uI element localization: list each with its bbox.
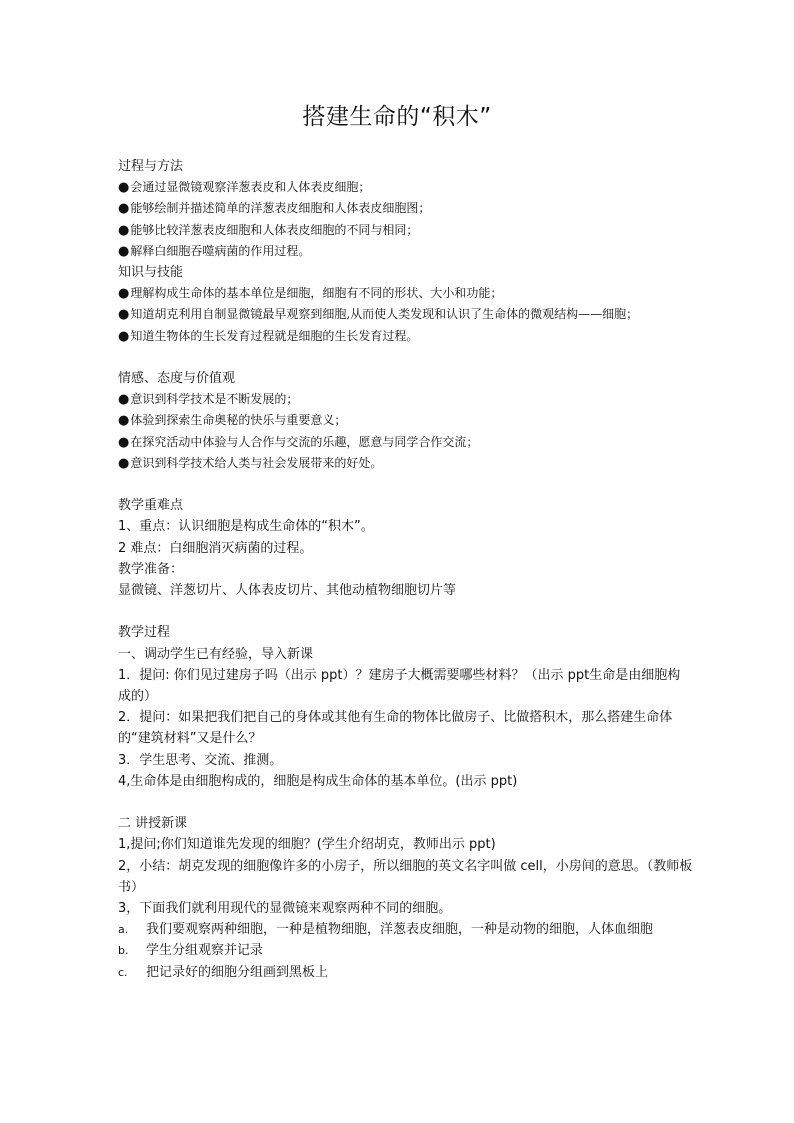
bullet-icon: ●	[118, 201, 130, 217]
prep-materials: 显微镜、洋葱切片、人体表皮切片、其他动植物细胞切片等	[118, 583, 457, 599]
list-item: ●体验到探索生命奥秘的快乐与重要意义；	[118, 413, 347, 429]
list-item: ●知道生物体的生长发育过程就是细胞的生长发育过程。	[118, 328, 419, 344]
bullet-icon: ●	[118, 392, 130, 408]
spacer	[118, 601, 693, 622]
list-item: ●会通过显微镜观察洋葱表皮和人体表皮细胞；	[118, 180, 371, 196]
list-marker: b.	[118, 944, 129, 958]
list-item: 2，小结：胡克发现的细胞像许多的小房子，所以细胞的英文名字叫做 cell，小房间的意思。（教师板书）	[118, 858, 693, 895]
part1-title: 一、调动学生已有经验，导入新课	[118, 646, 314, 662]
bullet-icon: ●	[118, 307, 130, 323]
list-item: ●在探究活动中体验与人合作与交流的乐趣，愿意与同学合作交流；	[118, 434, 479, 450]
list-item: ●能够比较洋葱表皮细胞和人体表皮细胞的不同与相同；	[118, 222, 419, 238]
list-item: ●能够绘制并描述简单的洋葱表皮细胞和人体表皮细胞图；	[118, 201, 431, 217]
spacer	[118, 792, 693, 813]
section-heading-process: 过程与方法	[118, 159, 184, 174]
list-item: 4,生命体是由细胞构成的，细胞是构成生命体的基本单位。(出示 ppt)	[118, 773, 518, 789]
list-item: ●知道胡克利用自制显微镜最早观察到细胞,从而使人类发现和认识了生命体的微观结构——细胞；	[118, 307, 639, 323]
bullet-icon: ●	[118, 434, 130, 450]
list-item: ●解释白细胞吞噬病菌的作用过程。	[118, 243, 311, 259]
section-heading-teaching: 教学过程	[118, 625, 171, 641]
list-item: ●意识到科学技术给人类与社会发展带来的好处。	[118, 455, 383, 471]
sub-list-text: 把记录好的细胞分组画到黑板上	[146, 964, 329, 980]
list-item: 2．提问：如果把我们把自己的身体或其他有生命的物体比做房子、比做搭积木，那么搭建生命体的“建筑材料”又是什么？	[118, 710, 673, 747]
bullet-icon: ●	[118, 180, 130, 196]
bullet-icon: ●	[118, 243, 130, 259]
sub-list-item	[118, 919, 693, 940]
list-item: ●理解构成生命体的基本单位是细胞，细胞有不同的形状、大小和功能；	[118, 286, 503, 302]
key-point: 1、重点：认识细胞是构成生命体的“积木”。	[118, 519, 374, 535]
sub-list-item	[118, 962, 693, 983]
document-body	[118, 156, 693, 983]
bullet-icon: ●	[118, 286, 130, 302]
bullet-icon: ●	[118, 455, 130, 471]
sub-list-text: 我们要观察两种细胞，一种是植物细胞，洋葱表皮细胞，一种是动物的细胞，人体血细胞	[146, 922, 654, 938]
difficult-point: 2 难点：白细胞消灭病菌的过程。	[118, 540, 313, 556]
bullet-icon: ●	[118, 328, 130, 344]
list-marker: c.	[118, 965, 128, 979]
list-item: ●意识到科学技术是不断发展的；	[118, 392, 299, 408]
sub-list-item	[118, 940, 693, 961]
list-marker: a.	[118, 923, 129, 937]
sub-list-text: 学生分组观察并记录	[146, 943, 264, 959]
bullet-icon: ●	[118, 413, 130, 429]
list-item: 1,提问;你们知道谁先发现的细胞？(学生介绍胡克，教师出示 ppt)	[118, 837, 496, 853]
list-item: 3，下面我们就利用现代的显微镜来观察两种不同的细胞。	[118, 901, 452, 917]
section-heading-keypoints: 教学重难点	[118, 498, 184, 514]
spacer	[118, 347, 693, 368]
section-heading-emotion: 情感、态度与价值观	[118, 371, 236, 387]
part2-title: 二 讲授新课	[118, 816, 188, 832]
section-heading-prep: 教学准备：	[118, 561, 184, 577]
section-heading-knowledge: 知识与技能	[118, 265, 184, 281]
bullet-icon: ●	[118, 222, 130, 238]
spacer	[118, 474, 693, 495]
list-item: 1．提问: 你们见过建房子吗（出示 ppt）？建房子大概需要哪些材料？（出示 ppt生命是由细胞构成的）	[118, 667, 681, 705]
list-item: 3．学生思考、交流、推测。	[118, 752, 283, 768]
document-title: 搭建生命的“积木”	[302, 104, 492, 130]
